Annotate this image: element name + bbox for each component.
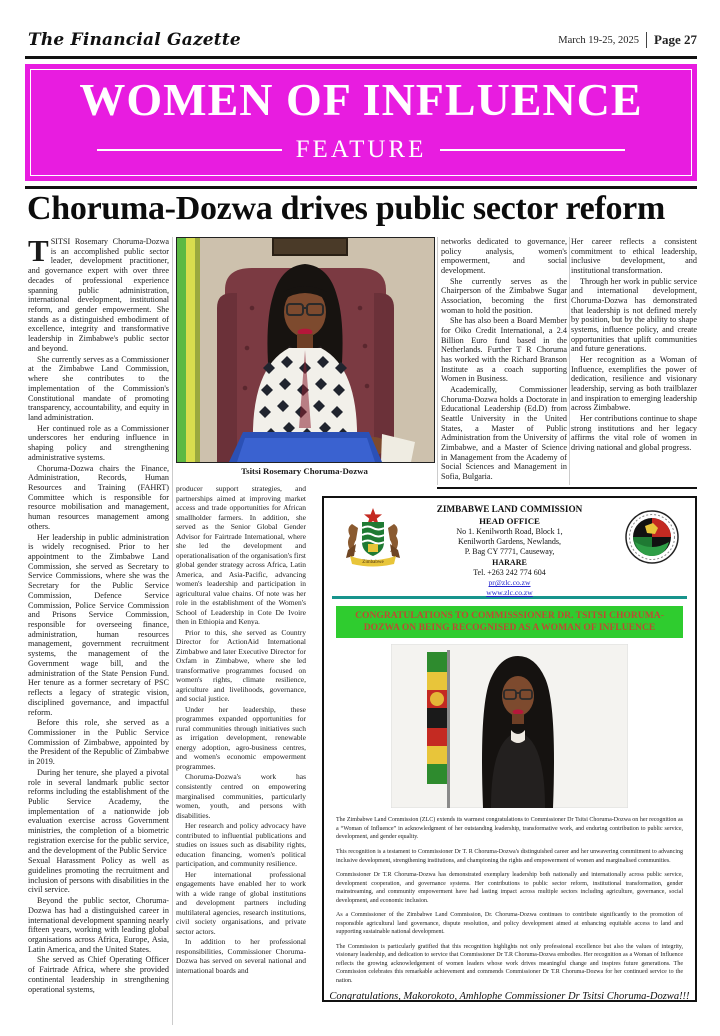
paragraph: Her international professional engagements have enabled her to work with a wide range of global institutions and development partners including multilateral agencies, research institutions, civil society organisations, and private sector actors. [176, 869, 306, 936]
article-column-4 [571, 237, 697, 485]
paragraph: producer support strategies, and partnerships aimed at improving market access and trade opportunities for African smallholder farmers. In addition, she served as the Senior Global Gender Advisor for Fairtrade International, where she led the development and operationalisation of the organisation's first global gender strategy across Africa, Latin America, and Asia-Pacific, advancing women's leadership and participation in agricultural value chains. Of note was her role in the establishment of the Women's School of Leadership in Cote De Ivoire then in Ethiopia and Kenya. [176, 484, 306, 627]
headline-top-rule [25, 186, 697, 189]
svg-text:Zimbabwe: Zimbabwe [362, 560, 384, 565]
congratulations-banner: CONGRATULATIONS TO COMMISSSIONER DR. TSITSI CHORUMA-DOZWA ON BEING RECOGNISED AS A WOMAN OF INFLUENCE [336, 606, 683, 639]
advert-address-line: Kenilworth Gardens, Newlands, [457, 537, 562, 547]
paragraph: Choruma-Dozwa chairs the Finance, Administration, Records, Human Resources and Training (FAHRT) Committee which is responsible for resource mobilisation and management, human resources management among others. [28, 463, 169, 531]
advert-body-text [336, 816, 683, 985]
drop-cap: T [28, 237, 49, 268]
main-photo-caption: Tsitsi Rosemary Choruma-Dozwa [241, 466, 368, 476]
advert-city: HARARE [492, 557, 527, 567]
advert-org-name: ZIMBABWE LAND COMMISSION [436, 504, 583, 514]
advert-header [324, 498, 695, 597]
paragraph-text: SITSI Rosemary Choruma-Dozwa is an accomplished public sector leader, development practitioner, and governance expert with over three decades of professional experience spanning public administration, international development, institutional reform, and gender empowerment. She stands as a distinguished embodiment of excellence, integrity and transformative leadership in Zimbabwe's public sector and beyond. [28, 237, 169, 353]
paragraph: Sexual Harassment Policy as well as guidelines promoting the recruitment and inclusion of persons with disabilities in the civil service. [28, 856, 169, 895]
article-headline: Choruma-Dozwa drives public sector reform [27, 190, 666, 227]
zlc-round-logo [625, 510, 679, 564]
paragraph: Her continued role as a Commissioner underscores her enduring influence in shaping policy and strengthening administrative systems. [28, 423, 169, 462]
paragraph: Academically, Commissioner Choruma-Dozwa holds a Doctorate in Educational Leadership (Ed.D) from Seattle University in the United States, a Master of Public Administration from the University of Zimbabwe, and a Master of Science in Management from the Academy of Social Sciences and Management in Sofia, Bulgaria. [441, 385, 567, 482]
advert-paragraph: The Commission is particularly gratified that this recognition highlights not only professional excellence but also the values of integrity, visionary leadership, and dedication to service that Commissioner Dr T.R Choruma-Dozwa embodies. Her recognition as a Woman of Influence reflects the growing acknowledgement of women leaders whose work drives meaningful change and inspires future generations. The Commission celebrates this remarkable achievement and commends Commissioner Dr T.R Choruma-Dozwa for her continued service to the nation. [336, 943, 683, 984]
paragraph: She currently serves as a Commissioner at the Zimbabwe Land Commission, where she contributes to the implementation of the Commission's Constitutional mandate of promoting transparency, accountability, and equity in land administration. [28, 354, 169, 422]
subtitle-rule-right [440, 149, 625, 151]
column-divider [437, 237, 438, 485]
masthead-rule [25, 56, 697, 59]
paragraph: Her recognition as a Woman of Influence, exemplifies the power of dedication, resilience and visionary leadership, serving as both trailblazer and inspiration to emerging leadership across Zimbabwe. [571, 355, 697, 413]
paragraph: In addition to her professional responsibilities, Commissioner Choruma-Dozwa has served on several national and international boards and [176, 937, 306, 975]
advert-address-line: P. Bag CY 7771, Causeway, [464, 547, 555, 557]
paragraph: Her leadership in public administration is widely recognised. Prior to her appointment to the Zimbabwe Land Commission, she served as Secretary to Service Commissions, where she was the Secretary for the Public Service Commission, Defence Service Commission, Police Service Commission and Prisons Service Commission, responsible for overseeing finance, administration, human resources management, government recruitment systems, the management of the Government wage bill, and the administration of the State Pension Fund. Her tenure as a former secretary of PSC reflects a legacy of strategic vision, disciplined governance, and impactful reform. [28, 532, 169, 717]
advert-email-link[interactable]: pr@zlc.co.zw [488, 578, 531, 588]
paragraph: Her contributions continue to shape strong institutions and her legacy affirms the vital role of women in driving national and global progress. [571, 414, 697, 453]
paragraph: networks dedicated to governance, policy analysis, women's empowerment, and social development. [441, 237, 567, 276]
advert-address-line: No 1. Kenilworth Road, Block 1, [456, 527, 563, 537]
feature-banner-title: WOMEN OF INFLUENCE [79, 74, 643, 125]
feature-banner-subtitle: FEATURE [295, 136, 427, 163]
article-column-3 [441, 237, 567, 485]
paragraph: She has also been a Board Member for Oiko Credit International, a 2.4 Billion Euro fund based in the Netherlands. Further T R Choruma has worked with the Richard Branson Institute as a coach supporting Women in Business. [441, 316, 567, 384]
advert-paragraph: The Zimbabwe Land Commission (ZLC) extends its warmest congratulations to Commissioner Dr Tsitsi Choruma-Dozwa on her recognition as a “Woman of Influence” in acknowledgment of her outstanding leadership, transformative work, and enduring contribution to public service, development, and gender equality. [336, 817, 683, 841]
paragraph: She currently serves as the Chairperson of the Zimbabwe Sugar Association, becoming the first woman to hold the position. [441, 276, 567, 315]
column-divider [569, 237, 570, 485]
paper-name: The Financial Gazette [28, 30, 241, 50]
paragraph: Through her work in public service and international development, Choruma-Dozwa has demonstrated that leadership is not defined merely by position, but by the ability to shape systems, influence policy, and create opportunities that uplift communities and future generations. [571, 276, 697, 354]
paragraph: Before this role, she served as a Commissioner in the Public Service Commission of Zimbabwe, appointed by the President of the Republic of Zimbabwe in 2019. [28, 718, 169, 767]
paragraph: Beyond the public sector, Choruma-Dozwa has had a distinguished career in international development spanning nearly fifteen years, working with leading global organisations across Africa, Europe, Asia, Latin America, and the United States. [28, 896, 169, 954]
masthead-right [558, 32, 697, 48]
page-number: Page 27 [646, 32, 697, 48]
article-column-1 [28, 237, 169, 1027]
advert-paragraph: Commissioner Dr T.R Choruma-Dozwa has demonstrated exemplary leadership both nationally and internationally across public service, development cooperation, and governance systems. Her contributions to public sector reform, institutional transformation, gender mainstreaming, and community empowerment have had lasting impact across multiple sectors including agriculture, governance, social development, and economic inclusion. [336, 872, 683, 904]
main-photo [176, 237, 435, 463]
column-divider [172, 237, 173, 1025]
advert-phone: Tel. +263 242 774 604 [473, 567, 546, 577]
feature-banner [25, 64, 697, 181]
advert-paragraph: As a Commissioner of the Zimbabwe Land Commission, Dr. Choruma-Dozwa continues to contribute significantly to the promotion of responsible agricultural land governance, dispute resolution, and policy development aimed at enhancing equitable access to land and supporting sustainable national development. [336, 912, 683, 936]
paragraph: Choruma-Dozwa's work has consistently centred on empowering marginalised communities, particularly women, youth, and persons with disabilities. [176, 772, 306, 820]
paragraph: Prior to this, she served as Country Director for ActionAid International Zimbabwe and later Executive Director for Oxfam in Zimbabwe, where she led transformative programmes focused on women's rights, climate resilience, agriculture and livelihoods, governance, and social justice. [176, 627, 306, 704]
article-column-2 [176, 484, 306, 1011]
advert-website-link[interactable]: www.zlc.co.zw [486, 587, 533, 597]
column-end-rule [437, 487, 697, 489]
subtitle-rule-left [97, 149, 282, 151]
paragraph [28, 237, 169, 354]
masthead [25, 28, 697, 54]
main-photo-illustration [177, 238, 434, 462]
advert-closing-line: Congratulations, Makorokoto, Amhlophe Commissioner Dr Tsitsi Choruma-Dozwa!!! [329, 991, 690, 1003]
paragraph: Her career reflects a consistent commitment to ethical leadership, inclusive development, and institutional transformation. [571, 237, 697, 276]
feature-banner-subtitle-row [25, 136, 697, 164]
issue-date: March 19-25, 2025 [558, 34, 640, 46]
paragraph: She served as Chief Operating Officer of Fairtrade Africa, where she provided continental leadership in strengthening operational systems, [28, 955, 169, 994]
paragraph: Her research and policy advocacy have contributed to influential publications and studies on issues such as disability rights, education financing, women's political participation, and community resilience. [176, 821, 306, 869]
paragraph: During her tenure, she played a pivotal role in several landmark public sector reforms including the establishment of the Public Service Academy, the implementation of a nationwide job evaluation exercise across Government ministries, the completion of a biometric registration exercise for the public service, and the development of the Public Service [28, 767, 169, 855]
advert-paragraph: This recognition is a testament to Commissioner Dr T. R Choruma-Dozwa's distinguished career and her unwavering commitment to advancing inclusive development, strengthening institutions, and championing the rights and empowerment of women and marginalised communities. [336, 848, 683, 864]
advert-portrait-photo [391, 644, 628, 808]
zlc-advert-box [322, 496, 697, 1002]
paragraph: Under her leadership, these programmes expanded opportunities for rural communities through initiatives such as irrigation development, renewable energy adoption, agro-business centres, and women's economic empowerment programmes. [176, 704, 306, 771]
advert-office: HEAD OFFICE [479, 515, 540, 526]
